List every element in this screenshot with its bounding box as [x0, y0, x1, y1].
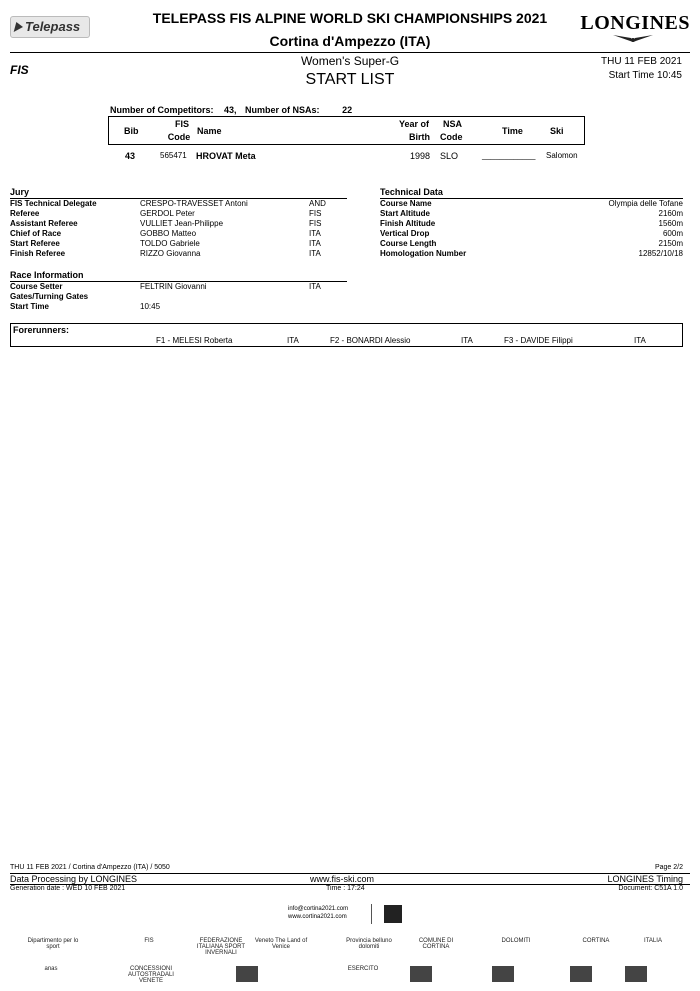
tech-label: Finish Altitude — [380, 219, 436, 228]
sponsor-logo: COMUNE DI CORTINA — [418, 938, 454, 950]
jury-role: Finish Referee — [10, 249, 66, 258]
timing-label: LONGINES Timing — [607, 874, 683, 884]
col-name: Name — [197, 126, 222, 136]
jury-name: TOLDO Gabriele — [140, 239, 200, 248]
forerunner-3-nsa: ITA — [634, 336, 646, 345]
jury-nsa: FIS — [309, 209, 322, 218]
tech-value: 2150m — [658, 239, 683, 248]
col-bib: Bib — [124, 126, 139, 136]
sponsor-emblem-icon — [410, 966, 432, 982]
competitors-summary — [110, 105, 352, 115]
sponsor-emblem-icon — [236, 966, 258, 982]
race-date: THU 11 FEB 2021 — [601, 56, 682, 67]
doc-reference: THU 11 FEB 2021 / Cortina d'Ampezzo (ITA) / 5050 — [10, 864, 170, 871]
sponsor-logo: Dipartimento per lo sport — [27, 938, 79, 950]
tech-value: 1560m — [658, 219, 683, 228]
jury-nsa: ITA — [309, 229, 321, 238]
col-nsa-2: Code — [440, 132, 463, 142]
contact-website[interactable]: www.cortina2021.com — [288, 914, 347, 920]
race-info-title: Race Information — [10, 270, 84, 280]
col-time: Time — [502, 126, 523, 136]
sponsor-logo: Provincia belluno dolomiti — [346, 938, 392, 950]
sponsor-logo: CONCESSIONI AUTOSTRADALI VENETE — [128, 966, 174, 984]
forerunner-1-nsa: ITA — [287, 336, 299, 345]
sponsor-logo: FIS — [144, 938, 154, 944]
forerunner-1-name: F1 - MELESI Roberta — [156, 336, 233, 345]
tech-value: 600m — [662, 229, 683, 238]
event-name: Women's Super-G — [300, 54, 400, 68]
jury-nsa: ITA — [309, 249, 321, 258]
jury-nsa: AND — [309, 199, 326, 208]
col-fis-1: FIS — [174, 119, 189, 129]
ski-brand: Salomon — [546, 151, 578, 160]
nsas-value: 22 — [342, 105, 353, 115]
bib: 43 — [125, 151, 136, 161]
sponsor-emblem-icon — [492, 966, 514, 982]
col-nsa-1: NSA — [443, 119, 463, 129]
venue-title: Cortina d'Ampezzo (ITA) — [269, 33, 431, 49]
forerunner-2-nsa: ITA — [461, 336, 473, 345]
tech-label: Course Length — [380, 239, 437, 248]
jury-nsa: ITA — [309, 239, 321, 248]
fis-logo: FIS — [10, 63, 29, 77]
col-fis-2: Code — [167, 132, 191, 142]
jury-role: Chief of Race — [10, 229, 62, 238]
generation-date: Generation date : WED 10 FEB 2021 — [10, 885, 126, 892]
sponsor-logo: DOLOMITI — [501, 938, 531, 944]
jury-name: CRESPO-TRAVESSET Antoni — [140, 199, 248, 208]
birth-year: 1998 — [410, 151, 431, 161]
contact-divider — [371, 904, 372, 924]
jury-name: VULLIET Jean-Philippe — [140, 219, 224, 228]
sponsor-emblem-icon — [570, 966, 592, 982]
tech-label: Course Name — [380, 199, 432, 208]
col-year-2: Birth — [409, 132, 430, 142]
jury-role: Assistant Referee — [10, 219, 78, 228]
start-list-header — [108, 116, 585, 145]
col-year-1: Year of — [399, 119, 430, 129]
forerunner-2-name: F2 - BONARDI Alessio — [330, 336, 411, 345]
championship-title: TELEPASS FIS ALPINE WORLD SKI CHAMPIONSHIPS 2021 — [152, 10, 548, 26]
jury-role: FIS Technical Delegate — [10, 199, 97, 208]
generation-time: Time : 17:24 — [326, 885, 365, 892]
forerunner-3-name: F3 - DAVIDE Filippi — [504, 336, 573, 345]
tech-label: Start Altitude — [380, 209, 430, 218]
fis-code: 565471 — [160, 151, 187, 160]
header-start-time: Start Time 10:45 — [608, 70, 682, 81]
nsas-label: Number of NSAs: — [245, 105, 320, 115]
document-type: START LIST — [305, 71, 395, 88]
document-code: Document: C51A 1.0 — [618, 885, 683, 892]
jury-nsa: FIS — [309, 219, 322, 228]
competitors-value: 43, — [224, 105, 237, 115]
sponsor-logo: ITALIA — [644, 938, 662, 944]
longines-logo: LONGINES — [580, 12, 690, 34]
jury-name: GOBBO Matteo — [140, 229, 197, 238]
tech-label: Vertical Drop — [380, 229, 430, 238]
time-blank: ____________ — [482, 151, 536, 160]
nsa-code: SLO — [440, 151, 459, 161]
table-row — [108, 151, 585, 163]
tech-value: Olympia delle Tofane — [608, 199, 683, 208]
jury-role: Start Referee — [10, 239, 60, 248]
start-time-label: Start Time — [10, 302, 49, 311]
contact-email[interactable]: info@cortina2021.com — [288, 906, 349, 912]
sponsor-logo: FEDERAZIONE ITALIANA SPORT INVERNALI — [196, 938, 246, 956]
competitors-label: Number of Competitors: — [110, 105, 214, 115]
tech-value: 2160m — [658, 209, 683, 218]
cortina2021-logo-icon — [384, 905, 402, 923]
tech-value: 12852/10/18 — [638, 249, 683, 258]
telepass-logo: Telepass — [10, 16, 90, 38]
jury-role: Referee — [10, 209, 40, 218]
athlete-name: HROVAT Meta — [196, 151, 256, 161]
col-ski: Ski — [550, 126, 564, 136]
course-setter-nsa: ITA — [309, 282, 321, 291]
technical-title: Technical Data — [380, 187, 443, 197]
sponsor-emblem-icon — [625, 966, 647, 982]
forerunners-title: Forerunners: — [13, 325, 70, 335]
jury-title: Jury — [10, 187, 30, 197]
page-number: Page 2/2 — [654, 864, 683, 871]
start-time-value: 10:45 — [140, 302, 161, 311]
tech-label: Homologation Number — [380, 249, 467, 258]
forerunners-box — [10, 323, 683, 347]
sponsor-logo: ESERCITO — [347, 966, 379, 972]
fis-website-link[interactable]: www.fis-ski.com — [310, 874, 375, 884]
course-setter-label: Course Setter — [10, 282, 63, 291]
sponsor-logo: anas — [44, 966, 58, 972]
sponsor-logo: CORTINA — [582, 938, 610, 944]
jury-name: RIZZO Giovanna — [140, 249, 201, 258]
header-divider — [10, 52, 690, 53]
longines-wings-icon — [611, 33, 655, 43]
jury-name: GERDOL Peter — [140, 209, 195, 218]
course-setter-name: FELTRIN Giovanni — [140, 282, 207, 291]
gates-label: Gates/Turning Gates — [10, 292, 89, 301]
data-processing: Data Processing by LONGINES — [10, 874, 138, 884]
sponsor-logo: Veneto The Land of Venice — [254, 938, 308, 950]
